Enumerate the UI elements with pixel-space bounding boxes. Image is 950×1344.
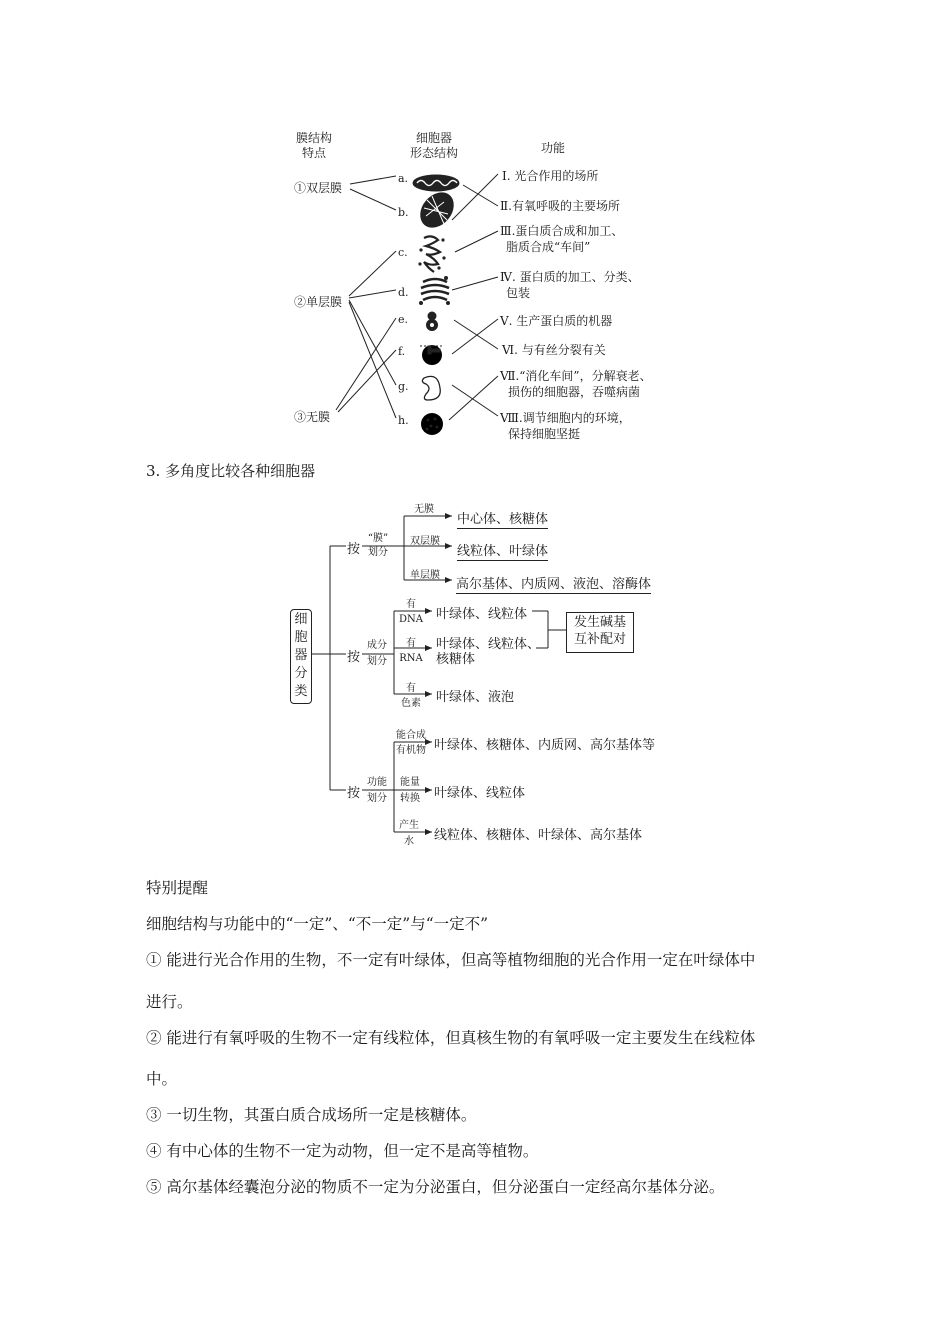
group2-by: 按	[347, 650, 361, 665]
group2-branch3-result: 叶绿体、液泡	[436, 690, 515, 705]
group2-criterion: 成分 划分	[367, 640, 387, 667]
header-organelle: 细胞器 形态结构	[410, 131, 459, 160]
notes-heading: 特别提醒	[146, 879, 209, 897]
group3-branch1-result: 叶绿体、核糖体、内质网、高尔基体等	[434, 738, 656, 753]
group1-branch2-label: 双层膜	[410, 536, 440, 547]
group3-branch3-label: 产生 水	[399, 820, 419, 847]
function-1: Ⅰ. 光合作用的场所	[502, 169, 599, 183]
letter-h: h.	[398, 414, 409, 427]
function-7: Ⅶ.“消化车间”，分解衰老、 损伤的细胞器，吞噬病菌	[500, 369, 652, 399]
letter-g: g.	[398, 380, 409, 393]
letter-f: f.	[398, 345, 406, 358]
group2-branch3-label: 有 色素	[401, 683, 421, 709]
group1-branch3-result: 高尔基体、内质网、液泡、溶酶体	[456, 573, 651, 594]
note-item-1: ① 能进行光合作用的生物，不一定有叶绿体，但高等植物细胞的光合作用一定在叶绿体中	[146, 951, 756, 969]
letter-d: d.	[398, 286, 409, 299]
group1-criterion: “膜” 划分	[367, 533, 389, 558]
group2-branch1-label: 有 DNA	[399, 599, 423, 625]
group1-by: 按	[347, 542, 361, 557]
group3-criterion: 功能 划分	[367, 777, 387, 804]
membrane-none: ③无膜	[294, 410, 331, 424]
header-function: 功能	[541, 141, 566, 155]
group3-branch2-result: 叶绿体、线粒体	[434, 786, 526, 801]
note-item-2: ② 能进行有氧呼吸的生物不一定有线粒体，但真核生物的有氧呼吸一定主要发生在线粒体	[146, 1029, 756, 1047]
note-item-2-cont: 中。	[146, 1070, 178, 1088]
letter-e: e.	[398, 313, 409, 326]
group1-branch3-label: 单层膜	[410, 570, 440, 581]
note-item-5: ⑤ 高尔基体经囊泡分泌的物质不一定为分泌蛋白，但分泌蛋白一定经高尔基体分泌。	[146, 1178, 725, 1196]
function-3: Ⅲ.蛋白质合成和加工、 脂质合成“车间”	[500, 224, 624, 254]
group1-branch1-result: 中心体、核糖体	[457, 508, 548, 529]
group1-branch2-result: 线粒体、叶绿体	[457, 540, 548, 561]
group3-branch3-result: 线粒体、核糖体、叶绿体、高尔基体	[434, 828, 643, 843]
base-pairing-box: 发生碱基 互补配对	[566, 612, 634, 653]
group2-branch2-result: 叶绿体、线粒体、 核糖体	[436, 637, 541, 667]
group2-branch2-label: 有 RNA	[399, 638, 423, 664]
group1-branch1-label: 无膜	[414, 504, 434, 515]
notes-subheading: 细胞结构与功能中的“一定”、“不一定”与“一定不”	[146, 915, 489, 933]
group3-branch1-label: 能合成 有机物	[396, 730, 426, 756]
letter-b: b.	[398, 206, 409, 219]
letter-a: a.	[398, 172, 409, 185]
note-item-3: ③ 一切生物，其蛋白质合成场所一定是核糖体。	[146, 1106, 477, 1124]
section-title: 3. 多角度比较各种细胞器	[146, 462, 316, 480]
function-5: Ⅴ. 生产蛋白质的机器	[500, 314, 613, 328]
group3-by: 按	[347, 786, 361, 801]
membrane-double: ①双层膜	[294, 181, 343, 195]
group2-branch1-result: 叶绿体、线粒体	[436, 607, 528, 622]
root-box: 细 胞 器 分 类	[290, 609, 312, 704]
note-item-1-cont: 进行。	[146, 993, 193, 1011]
header-membrane: 膜结构 特点	[296, 131, 333, 160]
function-2: Ⅱ.有氧呼吸的主要场所	[500, 199, 620, 213]
membrane-single: ②单层膜	[294, 295, 343, 309]
letter-c: c.	[398, 246, 408, 259]
group3-branch2-label: 能量 转换	[400, 777, 420, 804]
function-6: Ⅵ. 与有丝分裂有关	[502, 343, 606, 357]
note-item-4: ④ 有中心体的生物不一定为动物，但一定不是高等植物。	[146, 1142, 539, 1160]
function-4: Ⅳ. 蛋白质的加工、分类、 包装	[500, 270, 640, 300]
function-8: Ⅷ.调节细胞内的环境， 保持细胞坚挺	[500, 411, 631, 441]
